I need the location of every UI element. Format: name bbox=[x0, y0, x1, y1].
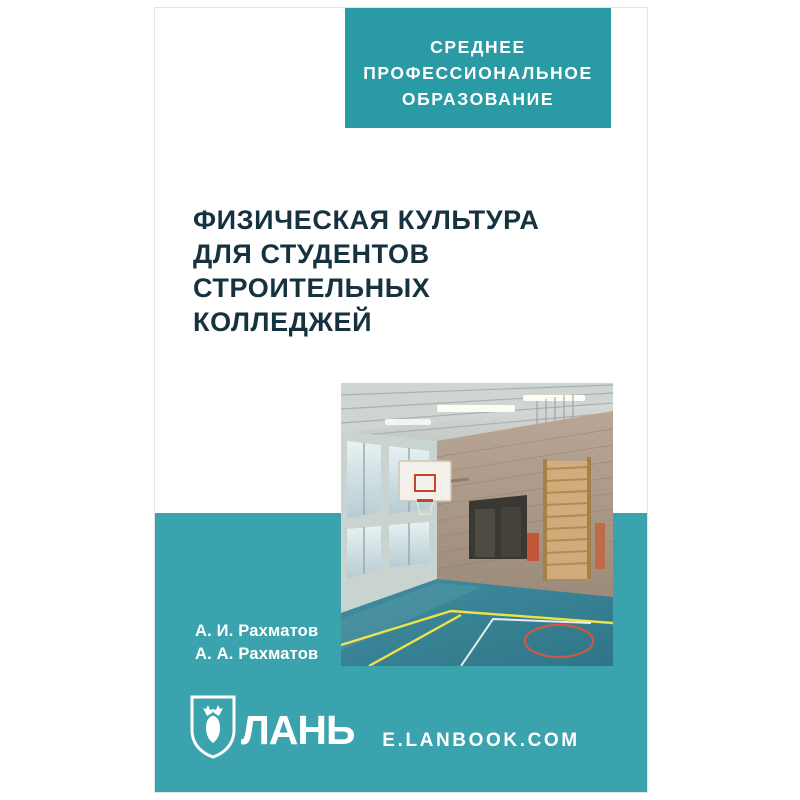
series-line-1: СРЕДНЕЕ bbox=[430, 37, 526, 57]
book-title bbox=[193, 203, 613, 339]
author-line-2: А. А. Рахматов bbox=[195, 645, 319, 663]
publisher-logo bbox=[189, 694, 355, 766]
gymnasium-interior-photo bbox=[341, 383, 613, 666]
title-line-2: ДЛЯ СТУДЕНТОВ bbox=[193, 239, 430, 269]
shield-deer-icon bbox=[189, 694, 237, 765]
author-line-1: А. И. Рахматов bbox=[195, 622, 319, 640]
title-line-3: СТРОИТЕЛЬНЫХ КОЛЛЕДЖЕЙ bbox=[193, 273, 431, 337]
website-url[interactable]: E.LANBOOK.COM bbox=[382, 730, 580, 751]
series-line-2: ПРОФЕССИОНАЛЬНОЕ bbox=[363, 63, 593, 83]
series-banner bbox=[345, 8, 611, 128]
series-line-3: ОБРАЗОВАНИЕ bbox=[401, 89, 555, 109]
publisher-name: ЛАНЬ bbox=[241, 707, 355, 753]
title-line-1: ФИЗИЧЕСКАЯ КУЛЬТУРА bbox=[193, 205, 540, 235]
authors bbox=[195, 620, 318, 666]
book-page bbox=[155, 8, 647, 792]
